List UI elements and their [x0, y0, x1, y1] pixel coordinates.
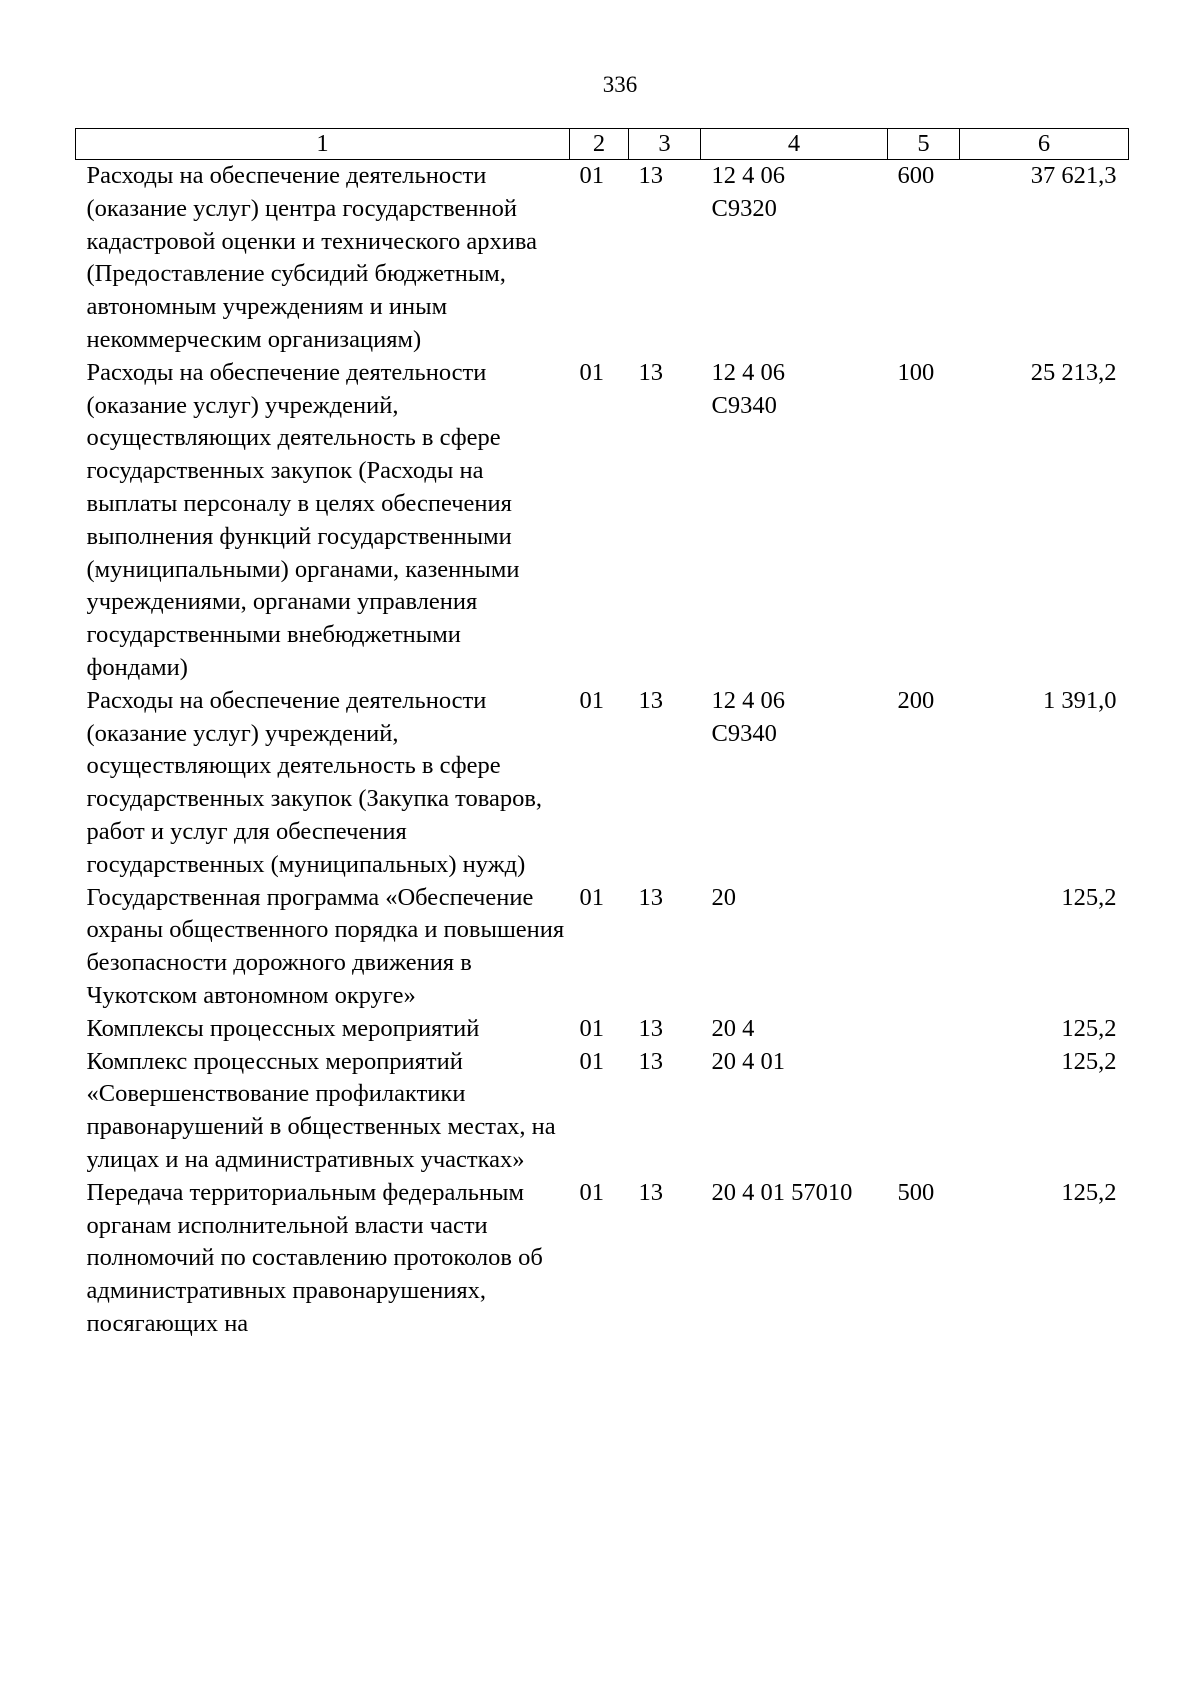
- column-header-1: 1: [76, 129, 570, 160]
- row-subsection: 13: [638, 686, 663, 714]
- column-header-2: 2: [570, 129, 629, 160]
- row-subsection: 13: [638, 1014, 663, 1042]
- header-row: [76, 129, 1129, 160]
- row-section: 01: [579, 1178, 604, 1206]
- column-header-5: 5: [888, 129, 960, 160]
- row-section: 01: [579, 358, 604, 386]
- table-row: [76, 685, 1129, 882]
- column-header-3: 3: [629, 129, 701, 160]
- row-target-article: 20: [711, 883, 736, 911]
- row-section: 01: [579, 1014, 604, 1042]
- table-row: [76, 1046, 1129, 1177]
- row-name: Расходы на обеспечение деятельности (оказание услуг) центра государственной кадастровой оценки и технического архива (Предоставление субсидий бюджетным, автономным учреждениям и иным некоммерческим организациям): [86, 162, 537, 353]
- row-name: Расходы на обеспечение деятельности (оказание услуг) учреждений, осуществляющих деятельность в сфере государственных закупок (Расходы на выплаты персоналу в целях обеспечения выполнения функций государственными (муниципальными) органами, казенными учреждениями, органами управления государственными внебюджетными фондами): [86, 358, 520, 681]
- row-amount: 125,2: [1061, 1014, 1117, 1042]
- row-expense-type: [888, 1046, 960, 1177]
- row-target-article: 12 4 06 С9340: [711, 358, 785, 419]
- row-section: 01: [579, 686, 604, 714]
- budget-table: [75, 128, 1129, 1341]
- row-section: 01: [579, 1047, 604, 1075]
- column-header-6: 6: [960, 129, 1129, 160]
- table-row: [76, 160, 1129, 357]
- row-amount: 25 213,2: [1030, 358, 1117, 386]
- row-name: Государственная программа «Обеспечение охраны общественного порядка и повышения безопасности дорожного движения в Чукотском автономном округе»: [86, 883, 565, 1009]
- row-subsection: 13: [638, 1178, 663, 1206]
- row-expense-type: [888, 1013, 960, 1046]
- row-section: 01: [579, 162, 604, 189]
- row-subsection: 13: [638, 162, 663, 189]
- row-name: Комплекс процессных мероприятий «Совершенствование профилактики правонарушений в общественных местах, на улицах и на административных участках»: [86, 1047, 556, 1173]
- row-subsection: 13: [638, 358, 663, 386]
- table-row: [76, 1177, 1129, 1341]
- row-name: Расходы на обеспечение деятельности (оказание услуг) учреждений, осуществляющих деятельность в сфере государственных закупок (Закупка товаров, работ и услуг для обеспечения государственных (муниципальных) нужд): [86, 686, 543, 878]
- row-target-article: 20 4: [711, 1014, 755, 1042]
- row-target-article: 12 4 06 С9320: [711, 162, 785, 222]
- row-expense-type: [888, 882, 960, 1013]
- row-section: 01: [579, 883, 604, 911]
- table-body: [76, 160, 1129, 1341]
- row-subsection: 13: [638, 1047, 663, 1075]
- table-row: [76, 882, 1129, 1013]
- row-expense-type: 600: [897, 162, 935, 189]
- table-row: [76, 357, 1129, 685]
- row-target-article: 20 4 01: [711, 1047, 785, 1075]
- row-expense-type: 100: [897, 358, 935, 386]
- row-expense-type: 500: [897, 1178, 935, 1206]
- row-subsection: 13: [638, 883, 663, 911]
- row-amount: 125,2: [1061, 1047, 1117, 1075]
- page-number: 336: [602, 72, 638, 97]
- row-name: Передача территориальным федеральным органам исполнительной власти части полномочий по составлению протоколов об административных правонарушениях, посягающих на: [86, 1178, 543, 1337]
- table-row: [76, 1013, 1129, 1046]
- row-name: Комплексы процессных мероприятий: [86, 1014, 480, 1042]
- table-header: [76, 129, 1129, 160]
- row-amount: 1 391,0: [1043, 686, 1117, 714]
- row-target-article: 12 4 06 С9340: [711, 686, 785, 747]
- row-amount: 37 621,3: [1030, 162, 1117, 189]
- row-amount: 125,2: [1061, 1178, 1117, 1206]
- column-header-4: 4: [701, 129, 888, 160]
- row-target-article: 20 4 01 57010: [711, 1178, 853, 1206]
- row-amount: 125,2: [1061, 883, 1117, 911]
- row-expense-type: 200: [897, 686, 935, 714]
